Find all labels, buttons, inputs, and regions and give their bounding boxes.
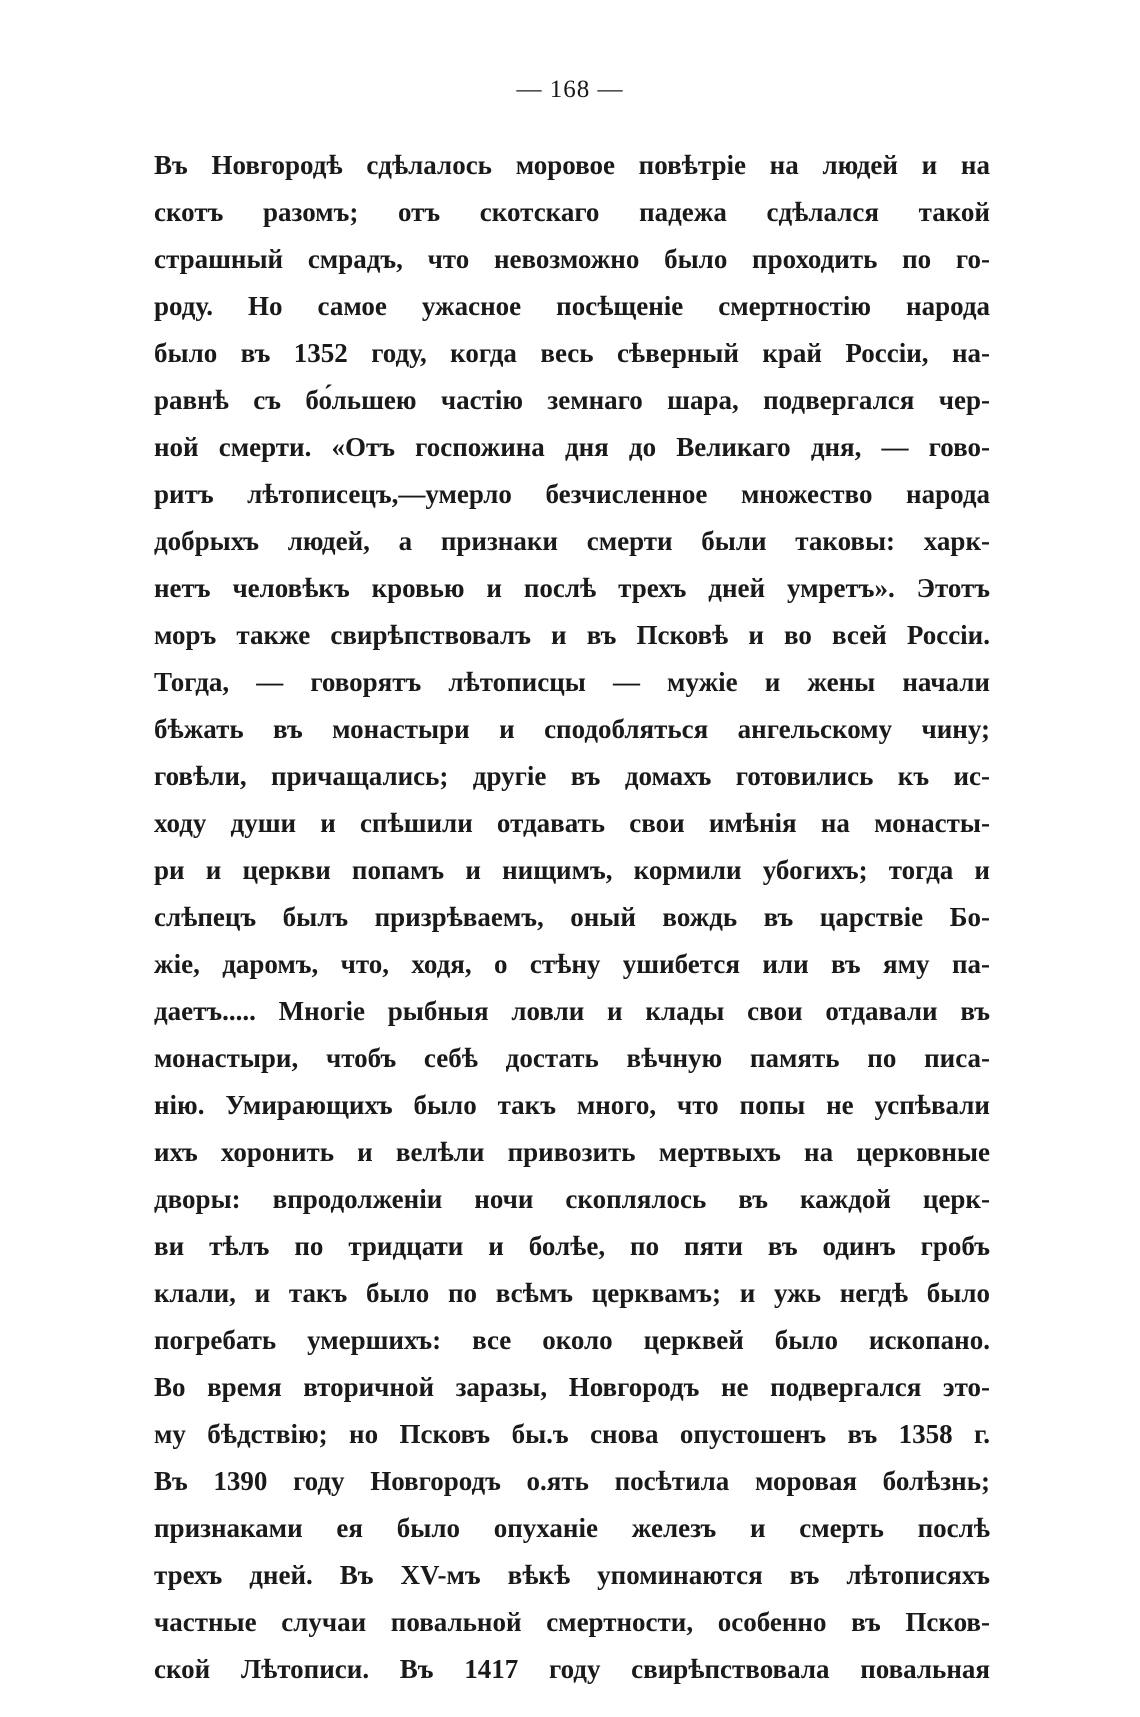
text-line: нію. Умирающихъ было такъ много, что попы не успѣвали bbox=[154, 1090, 990, 1120]
text-line: Въ 1390 году Новгородъ о.ять посѣтила моровая болѣзнь; bbox=[154, 1466, 990, 1496]
text-line: добрыхъ людей, а признаки смерти были таковы: харк- bbox=[154, 526, 990, 556]
text-line: говѣли, причащались; другіе въ домахъ готовились къ ис- bbox=[154, 761, 990, 791]
text-line: му бѣдствію; но Псковъ бы.ъ снова опустошенъ въ 1358 г. bbox=[154, 1419, 990, 1449]
text-line: трехъ дней. Въ XV-мъ вѣкѣ упоминаются въ лѣтописяхъ bbox=[154, 1560, 990, 1590]
text-line: ной смерти. «Отъ госпожина дня до Великаго дня, — гово- bbox=[154, 432, 990, 462]
text-line: клали, и такъ было по всѣмъ церквамъ; и ужь негдѣ было bbox=[154, 1278, 990, 1308]
text-line: признаками ея было опуханіе железъ и смерть послѣ bbox=[154, 1513, 990, 1543]
text-line: равнѣ съ бо́льшею частію земнаго шара, подвергался чер- bbox=[154, 385, 990, 415]
text-line: Во время вторичной заразы, Новгородъ не подвергался это- bbox=[154, 1372, 990, 1402]
text-line: бѣжать въ монастыри и сподобляться ангельскому чину; bbox=[154, 714, 990, 744]
text-line: было въ 1352 году, когда весь сѣверный край Россіи, на- bbox=[154, 338, 990, 368]
text-line: ходу души и спѣшили отдавать свои имѣнія на монасты- bbox=[154, 808, 990, 838]
text-line: ихъ хоронить и велѣли привозить мертвыхъ на церковные bbox=[154, 1137, 990, 1167]
text-line: моръ также свирѣпствовалъ и въ Псковѣ и во всей Россіи. bbox=[154, 620, 990, 650]
text-line: скотъ разомъ; отъ скотскаго падежа сдѣлался такой bbox=[154, 197, 990, 227]
text-line: ритъ лѣтописецъ,—умерло безчисленное множество народа bbox=[154, 479, 990, 509]
text-line: ви тѣлъ по тридцати и болѣе, по пяти въ одинъ гробъ bbox=[154, 1231, 990, 1261]
text-line: ской Лѣтописи. Въ 1417 году свирѣпствовала повальная bbox=[154, 1654, 990, 1684]
text-line: страшный смрадъ, что невозможно было проходить по го- bbox=[154, 244, 990, 274]
text-line: нетъ человѣкъ кровью и послѣ трехъ дней умретъ». Этотъ bbox=[154, 573, 990, 603]
text-line: дворы: впродолженіи ночи скоплялось въ каждой церк- bbox=[154, 1184, 990, 1214]
text-line: частные случаи повальной смертности, особенно въ Псков- bbox=[154, 1607, 990, 1637]
text-line: слѣпецъ былъ призрѣваемъ, оный вождь въ царствіе Бо- bbox=[154, 902, 990, 932]
page-number: — 168 — bbox=[516, 76, 624, 103]
body-text bbox=[154, 142, 990, 1693]
text-line: жіе, даромъ, что, ходя, о стѣну ушибется или въ яму па- bbox=[154, 949, 990, 979]
text-line: роду. Но самое ужасное посѣщеніе смертностію народа bbox=[154, 291, 990, 321]
text-line: погребать умершихъ: все около церквей было ископано. bbox=[154, 1325, 990, 1355]
text-line: Тогда, — говорятъ лѣтописцы — мужіе и жены начали bbox=[154, 667, 990, 697]
text-line: даетъ..... Многіе рыбныя ловли и клады свои отдавали въ bbox=[154, 996, 990, 1026]
text-line: монастыри, чтобъ себѣ достать вѣчную память по писа- bbox=[154, 1043, 990, 1073]
text-line: Въ Новгородѣ сдѣлалось моровое повѣтріе на людей и на bbox=[154, 150, 990, 180]
text-line: ри и церкви попамъ и нищимъ, кормили убогихъ; тогда и bbox=[154, 855, 990, 885]
